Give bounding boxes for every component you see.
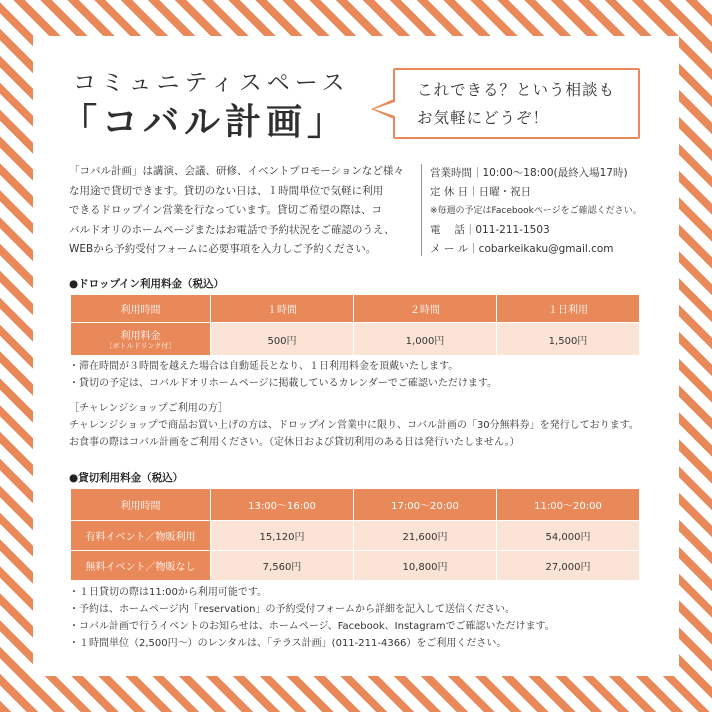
challenge-line: チャレンジショップで商品お買い上げの方は、ドロップイン営業中に限り、コバル計画の「30分無料券」を発行しております。 <box>69 420 639 431</box>
price-cell: 21,600円 <box>354 521 497 551</box>
dropin-notes <box>69 358 497 392</box>
table-header-cell: 13:00〜16:00 <box>211 489 354 521</box>
table-header-cell: 11:00〜20:00 <box>497 489 640 521</box>
row-label-cell: 有料イベント／物販利用 <box>71 521 211 551</box>
table-header-row <box>71 295 640 323</box>
row-label-cell <box>71 323 211 356</box>
bubble-line-2: お気軽にどうぞ！ <box>417 109 550 127</box>
dropin-section-title: ●ドロップイン利用料金（税込） <box>69 278 225 290</box>
challenge-line: お食事の際はコバル計画をご利用ください。（定休日および貸切利用のある日は発行いたしません。） <box>69 437 520 448</box>
note-line: ・１時間単位（2,500円〜）のレンタルは、「テラス計画」(011-211-4366）をご利用ください。 <box>69 638 507 649</box>
content-card <box>33 36 679 676</box>
speech-bubble-tail-fill <box>374 102 395 116</box>
divider <box>421 164 422 256</box>
note-line: ・コバル計画で行うイベントのお知らせは、ホームページ、Facebook、Instagramでご確認いただけます。 <box>69 621 555 632</box>
price-cell: 15,120円 <box>211 521 354 551</box>
note-line: ・滞在時間が３時間を越えた場合は自動延長となり、１日利用料金を頂戴いたします。 <box>69 361 459 372</box>
note-line: ・予約は、ホームページ内「reservation」の予約受付フォームから詳細を記入して送信ください。 <box>69 604 516 615</box>
table-header-cell: 利用時間 <box>71 489 211 521</box>
dropin-price-table <box>70 294 640 356</box>
price-cell: 10,800円 <box>354 551 497 581</box>
info-note: ※毎週の予定はFacebookページをご確認ください。 <box>430 206 642 216</box>
rental-price-table <box>70 488 640 581</box>
price-cell: 1,000円 <box>354 323 497 356</box>
info-holiday: 定 休 日｜日曜・祝日 <box>430 186 532 198</box>
price-cell: 27,000円 <box>497 551 640 581</box>
info-tel[interactable]: 電 話｜011-211-1503 <box>430 224 550 236</box>
intro-line: な用途で貸切できます。貸切のない日は、１時間単位で気軽に利用 <box>69 184 384 197</box>
page-title: 「コバル計画」 <box>61 102 349 143</box>
table-row <box>71 521 640 551</box>
page-subtitle: コミュニティスペース <box>73 70 350 96</box>
note-line: ・１日貸切の際は11:00から利用可能です。 <box>69 587 268 598</box>
intro-text <box>69 162 421 260</box>
info-block <box>430 164 642 259</box>
intro-line: バルドオリのホームページまたはお電話で予約状況をご確認のうえ、 <box>69 223 395 236</box>
table-header-cell: 17:00〜20:00 <box>354 489 497 521</box>
price-cell: 7,560円 <box>211 551 354 581</box>
price-cell: 54,000円 <box>497 521 640 551</box>
note-line: ・貸切の予定は、コバルドオリホームページに掲載しているカレンダーでご確認いただけます。 <box>69 378 498 389</box>
row-label: 利用料金 <box>120 331 161 342</box>
table-header-cell: １時間 <box>211 295 354 323</box>
row-label-cell: 無料イベント／物販なし <box>71 551 211 581</box>
info-mail[interactable]: メ ー ル｜cobarkeikaku@gmail.com <box>430 243 614 255</box>
table-header-cell: １日利用 <box>497 295 640 323</box>
price-cell: 500円 <box>211 323 354 356</box>
price-cell: 1,500円 <box>497 323 640 356</box>
table-header-cell: ２時間 <box>354 295 497 323</box>
speech-bubble <box>393 68 640 139</box>
table-header-cell: 利用時間 <box>71 295 211 323</box>
rental-notes <box>69 584 555 652</box>
table-row <box>71 551 640 581</box>
row-sublabel: ［ボトルドリンク付］ <box>105 342 176 350</box>
challenge-shop-block <box>69 400 639 451</box>
challenge-heading: ［チャレンジショップご利用の方］ <box>69 403 228 414</box>
intro-line: できるドロップイン営業を行なっています。貸切ご希望の際は、コ <box>69 204 383 216</box>
info-hours: 営業時間｜10:00〜18:00(最終入場17時) <box>430 167 628 179</box>
rental-section-title: ●貸切利用料金（税込） <box>69 472 184 484</box>
table-row <box>71 323 640 356</box>
intro-line: WEBから予約受付フォームに必要事項を入力しご予約ください。 <box>69 243 377 255</box>
intro-line: 「コバル計画」は講演、会議、研修、イベントプロモーションなど様々 <box>69 165 404 177</box>
table-header-row <box>71 489 640 521</box>
bubble-line-1: これできる？という相談も <box>417 81 616 99</box>
